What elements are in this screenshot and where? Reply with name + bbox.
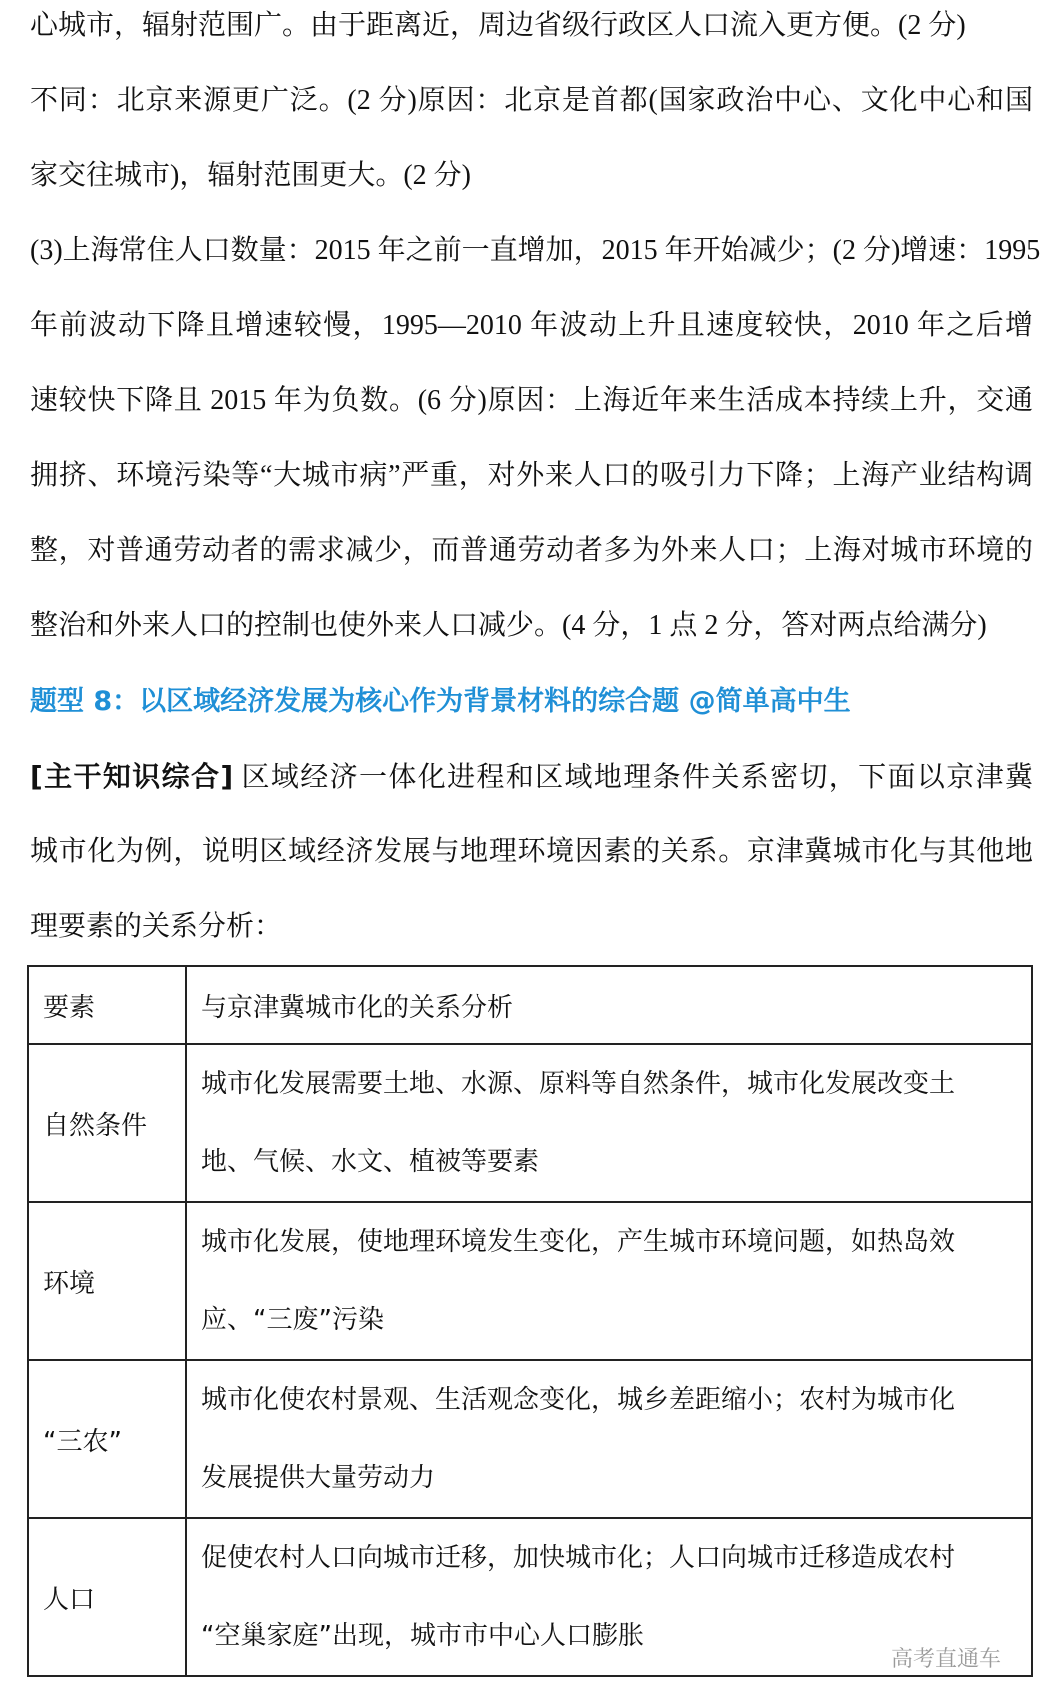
analysis-line: 城市化发展，使地理环境发生变化，产生城市环境问题，如热岛效	[201, 1227, 956, 1257]
analysis-cell	[186, 1044, 1032, 1202]
table-row	[28, 1360, 1032, 1518]
intro-line	[30, 757, 1033, 798]
analysis-cell	[186, 1360, 1032, 1518]
factor-cell: 环境	[28, 1202, 186, 1360]
paragraph-line: 家交往城市)，辐射范围更大。(2 分)	[30, 160, 471, 191]
relationship-table	[27, 965, 1033, 1677]
table-row	[28, 1202, 1032, 1360]
paragraph-line: 整治和外来人口的控制也使外来人口减少。(4 分，1 点 2 分，答对两点给满分)	[30, 610, 987, 641]
paragraph-line: 不同：北京来源更广泛。(2 分)原因：北京是首都(国家政治中心、文化中心和国	[30, 85, 1033, 116]
analysis-line: 应、“三废”污染	[201, 1305, 384, 1335]
paragraph-line: 心城市，辐射范围广。由于距离近，周边省级行政区人口流入更方便。(2 分)	[30, 10, 966, 41]
analysis-line: 城市化使农村景观、生活观念变化，城乡差距缩小；农村为城市化	[201, 1385, 956, 1415]
intro-line: 理要素的关系分析：	[30, 911, 283, 942]
paragraph-line: 整，对普通劳动者的需求减少，而普通劳动者多为外来人口；上海对城市环境的	[30, 535, 1033, 566]
watermark: 高考直通车	[890, 1647, 1001, 1672]
intro-label: [主干知识综合]	[30, 760, 234, 793]
header-factor: 要素	[28, 966, 186, 1044]
analysis-line: “空巢家庭”出现，城市市中心人口膨胀	[201, 1621, 644, 1651]
table-row	[28, 1044, 1032, 1202]
analysis-line: 促使农村人口向城市迁移，加快城市化；人口向城市迁移造成农村	[201, 1543, 956, 1573]
analysis-line: 地、气候、水文、植被等要素	[201, 1147, 540, 1177]
header-analysis: 与京津冀城市化的关系分析	[186, 966, 1032, 1044]
intro-line: 城市化为例，说明区域经济发展与地理环境因素的关系。京津冀城市化与其他地	[30, 836, 1033, 867]
analysis-line: 发展提供大量劳动力	[201, 1463, 436, 1493]
paragraph-line: 年前波动下降且增速较慢，1995—2010 年波动上升且速度较快，2010 年之后增	[30, 310, 1033, 341]
paragraph-line: (3)上海常住人口数量：2015 年之前一直增加，2015 年开始减少；(2 分)增速：1995	[30, 235, 1041, 266]
factor-cell: 自然条件	[28, 1044, 186, 1202]
analysis-cell	[186, 1202, 1032, 1360]
paragraph-line: 拥挤、环境污染等“大城市病”严重，对外来人口的吸引力下降；上海产业结构调	[30, 460, 1033, 491]
intro-text: 区域经济一体化进程和区域地理条件关系密切，下面以京津冀	[233, 762, 1033, 793]
analysis-line: 城市化发展需要土地、水源、原料等自然条件，城市化发展改变土	[201, 1069, 956, 1099]
section-heading: 题型 8：以区域经济发展为核心作为背景材料的综合题 @简单高中生	[30, 686, 851, 717]
table-header-row	[28, 966, 1032, 1044]
table-row	[28, 1518, 1032, 1676]
factor-cell: “三农”	[28, 1360, 186, 1518]
paragraph-line: 速较快下降且 2015 年为负数。(6 分)原因：上海近年来生活成本持续上升，交通	[30, 385, 1033, 416]
factor-cell: 人口	[28, 1518, 186, 1676]
